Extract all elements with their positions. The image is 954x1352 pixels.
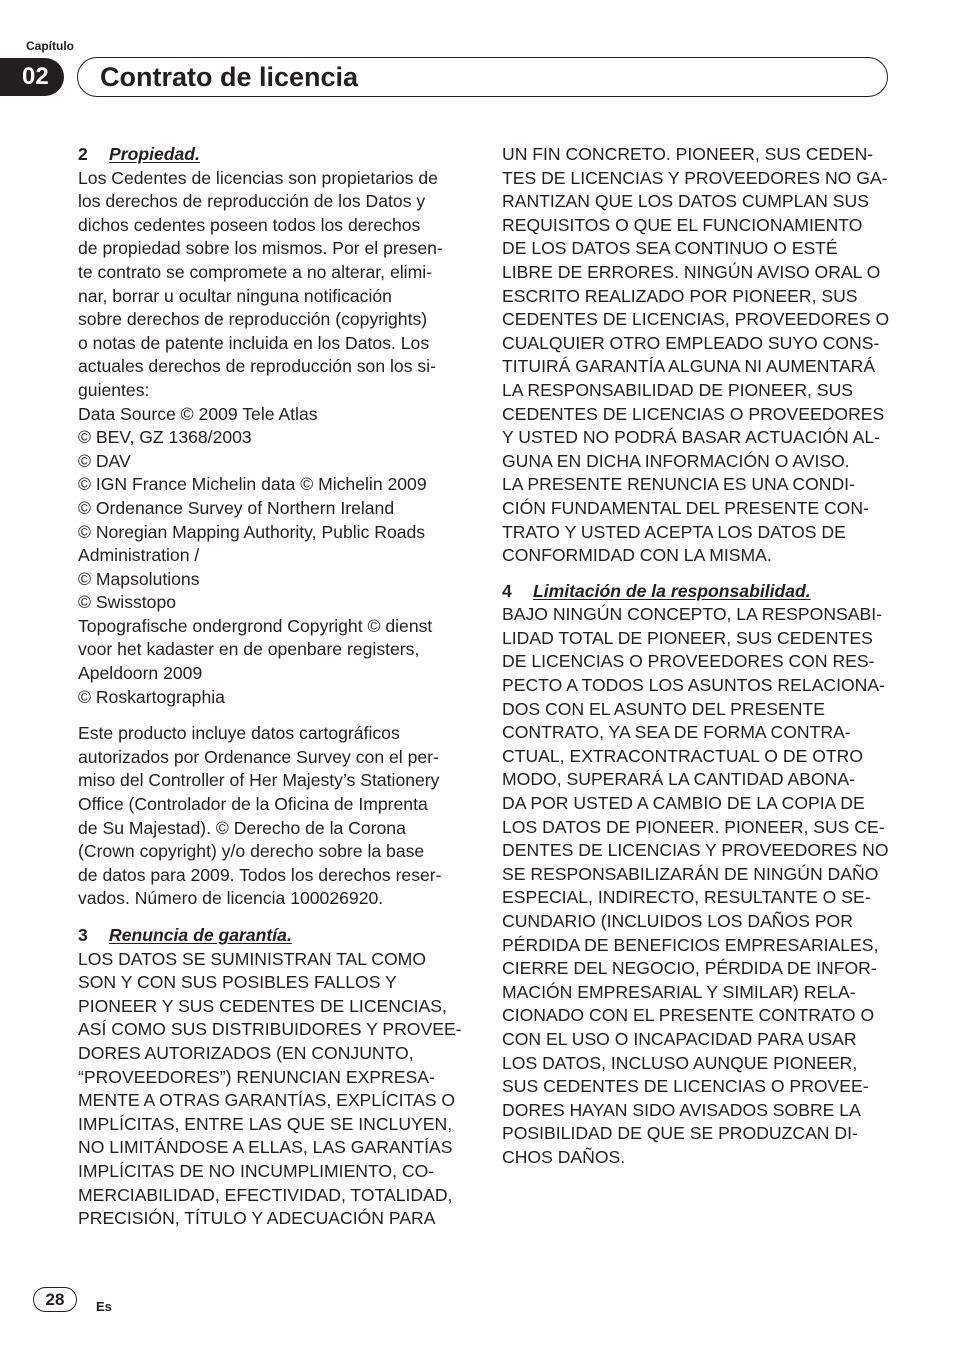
text-line: TES DE LICENCIAS Y PROVEEDORES NO GA- (502, 167, 888, 188)
text-line: © Mapsolutions (78, 568, 200, 589)
text-line: DE LICENCIAS O PROVEEDORES CON RES- (502, 651, 875, 672)
text-line: LA RESPONSABILIDAD DE PIONEER, SUS (502, 379, 854, 400)
text-line: Apeldoorn 2009 (78, 663, 203, 684)
text-line: (Crown copyright) y/o derecho sobre la base (78, 841, 425, 862)
text-line: © Roskartographia (78, 686, 225, 707)
text-line: de propiedad sobre los mismos. Por el presen- (78, 238, 443, 259)
text-line: CIERRE DEL NEGOCIO, PÉRDIDA DE INFOR- (502, 958, 877, 979)
text-line: ESCRITO REALIZADO POR PIONEER, SUS (502, 285, 858, 306)
text-line: Office (Controlador de la Oficina de Imprenta (78, 794, 428, 815)
text-line: actuales derechos de reproducción son los si- (78, 356, 436, 377)
text-line: © DAV (78, 450, 131, 471)
text-line: IMPLÍCITAS DE NO INCUMPLIMIENTO, CO- (78, 1160, 435, 1181)
section-2-title: Propiedad. (109, 144, 200, 164)
text-line: Y USTED NO PODRÁ BASAR ACTUACIÓN AL- (502, 427, 881, 448)
left-column (78, 143, 466, 1231)
text-line: nar, borrar u ocultar ninguna notificación (78, 285, 392, 306)
text-line: LOS DATOS DE PIONEER. PIONEER, SUS CE- (502, 816, 885, 837)
page-title: Contrato de licencia (100, 62, 359, 92)
section-2-number: 2 (78, 144, 88, 164)
text-line: © Noregian Mapping Authority, Public Roads (78, 521, 426, 542)
text-line: SON Y CON SUS POSIBLES FALLOS Y (78, 972, 397, 993)
text-line: GUNA EN DICHA INFORMACIÓN O AVISO. (502, 450, 850, 471)
text-line: Los Cedentes de licencias son propietarios de (78, 167, 438, 188)
text-line: MENTE A OTRAS GARANTÍAS, EXPLÍCITAS O (78, 1090, 456, 1111)
text-line: de datos para 2009. Todos los derechos reser- (78, 864, 442, 885)
text-line: RANTIZAN QUE LOS DATOS CUMPLAN SUS (502, 191, 869, 212)
section-3-heading (78, 924, 466, 948)
language-code: Es (96, 1299, 112, 1314)
text-line: CONFORMIDAD CON LA MISMA. (502, 545, 772, 566)
text-line: o notas de patente incluida en los Datos. Los (78, 332, 430, 353)
text-line: LIBRE DE ERRORES. NINGÚN AVISO ORAL O (502, 261, 881, 282)
text-line: LIDAD TOTAL DE PIONEER, SUS CEDENTES (502, 627, 873, 648)
text-line: SUS CEDENTES DE LICENCIAS O PROVEE- (502, 1076, 869, 1097)
page-number: 28 (33, 1287, 77, 1312)
paragraph-spacer (78, 911, 466, 924)
text-line: PRECISIÓN, TÍTULO Y ADECUACIÓN PARA (78, 1208, 436, 1229)
section-4-heading (502, 580, 892, 604)
text-line: Este producto incluye datos cartográficos (78, 723, 400, 744)
text-line: UN FIN CONCRETO. PIONEER, SUS CEDEN- (502, 144, 874, 164)
text-line: Administration / (78, 545, 200, 566)
text-line: DENTES DE LICENCIAS Y PROVEEDORES NO (502, 840, 889, 861)
text-line: ASÍ COMO SUS DISTRIBUIDORES Y PROVEE- (78, 1019, 462, 1040)
text-line: los derechos de reproducción de los Datos y (78, 191, 426, 212)
section-3-body (78, 948, 466, 1231)
text-line: CUNDARIO (INCLUIDOS LOS DAÑOS POR (502, 911, 853, 931)
text-line: voor het kadaster en de openbare registers, (78, 639, 420, 660)
text-line: © BEV, GZ 1368/2003 (78, 427, 252, 448)
text-line: NO LIMITÁNDOSE A ELLAS, LAS GARANTÍAS (78, 1137, 453, 1158)
text-line: LOS DATOS SE SUMINISTRAN TAL COMO (78, 948, 427, 969)
section-2-ordnance-paragraph (78, 722, 466, 911)
section-2-heading (78, 143, 466, 167)
text-line: TITUIRÁ GARANTÍA ALGUNA NI AUMENTARÁ (502, 356, 876, 377)
text-line: TRATO Y USTED ACEPTA LOS DATOS DE (502, 521, 846, 542)
text-line: MODO, SUPERARÁ LA CANTIDAD ABONA- (502, 769, 855, 790)
text-line: DORES AUTORIZADOS (EN CONJUNTO, (78, 1042, 414, 1063)
section-3-number: 3 (78, 925, 88, 945)
chapter-label: Capítulo (26, 39, 74, 53)
text-line: te contrato se compromete a no alterar, elimi- (78, 261, 432, 282)
text-line: © Ordenance Survey of Northern Ireland (78, 497, 395, 518)
paragraph-spacer (78, 709, 466, 722)
text-line: CONTRATO, YA SEA DE FORMA CONTRA- (502, 722, 851, 743)
section-3-body-continued (502, 143, 892, 568)
text-line: autorizados por Ordenance Survey con el per- (78, 746, 439, 767)
text-line: DORES HAYAN SIDO AVISADOS SOBRE LA (502, 1099, 861, 1120)
section-2-body (78, 167, 466, 710)
text-line: CHOS DAÑOS. (502, 1146, 626, 1167)
text-line: PECTO A TODOS LOS ASUNTOS RELACIONA- (502, 675, 885, 696)
section-3-title: Renuncia de garantía. (109, 925, 292, 945)
text-line: LOS DATOS, INCLUSO AUNQUE PIONEER, (502, 1052, 858, 1073)
text-line: © Swisstopo (78, 592, 177, 613)
section-4-number: 4 (502, 580, 512, 601)
text-line: CIÓN FUNDAMENTAL DEL PRESENTE CON- (502, 497, 869, 518)
text-line: ESPECIAL, INDIRECTO, RESULTANTE O SE- (502, 887, 871, 908)
right-column (502, 143, 892, 1170)
text-line: DE LOS DATOS SEA CONTINUO O ESTÉ (502, 238, 838, 259)
chapter-number-badge: 02 (0, 58, 64, 96)
text-line: LA PRESENTE RENUNCIA ES UNA CONDI- (502, 474, 855, 495)
section-4-body (502, 603, 892, 1169)
text-line: Data Source © 2009 Tele Atlas (78, 403, 318, 424)
text-line: dichos cedentes poseen todos los derechos (78, 214, 421, 235)
text-line: CEDENTES DE LICENCIAS O PROVEEDORES (502, 403, 885, 424)
text-line: sobre derechos de reproducción (copyrights) (78, 309, 428, 330)
text-line: SE RESPONSABILIZARÁN DE NINGÚN DAÑO (502, 863, 879, 884)
text-line: miso del Controller of Her Majesty’s Stationery (78, 770, 440, 791)
text-line: PIONEER Y SUS CEDENTES DE LICENCIAS, (78, 995, 447, 1016)
text-line: CUALQUIER OTRO EMPLEADO SUYO CONS- (502, 332, 880, 353)
text-line: POSIBILIDAD DE QUE SE PRODUZCAN DI- (502, 1123, 858, 1144)
text-line: guientes: (78, 379, 150, 400)
paragraph-spacer (502, 568, 892, 580)
text-line: vados. Número de licencia 100026920. (78, 888, 384, 909)
text-line: DOS CON EL ASUNTO DEL PRESENTE (502, 698, 825, 719)
text-line: CTUAL, EXTRACONTRACTUAL O DE OTRO (502, 745, 864, 766)
text-line: de Su Majestad). © Derecho de la Corona (78, 817, 406, 838)
text-line: REQUISITOS O QUE EL FUNCIONAMIENTO (502, 214, 863, 235)
text-line: IMPLÍCITAS, ENTRE LAS QUE SE INCLUYEN, (78, 1113, 453, 1134)
text-line: © IGN France Michelin data © Michelin 2009 (78, 474, 427, 495)
text-line: PÉRDIDA DE BENEFICIOS EMPRESARIALES, (502, 934, 879, 955)
text-line: CON EL USO O INCAPACIDAD PARA USAR (502, 1028, 857, 1049)
section-4-title: Limitación de la responsabilidad. (533, 580, 811, 601)
text-line: MACIÓN EMPRESARIAL Y SIMILAR) RELA- (502, 981, 856, 1002)
text-line: CEDENTES DE LICENCIAS, PROVEEDORES O (502, 309, 890, 330)
text-line: CIONADO CON EL PRESENTE CONTRATO O (502, 1005, 875, 1026)
text-line: MERCIABILIDAD, EFECTIVIDAD, TOTALIDAD, (78, 1184, 453, 1205)
text-line: BAJO NINGÚN CONCEPTO, LA RESPONSABI- (502, 604, 882, 625)
chapter-title-box (77, 57, 888, 97)
text-line: DA POR USTED A CAMBIO DE LA COPIA DE (502, 793, 865, 814)
text-line: “PROVEEDORES”) RENUNCIAN EXPRESA- (78, 1066, 435, 1087)
text-line: Topografische ondergrond Copyright © dienst (78, 615, 433, 636)
